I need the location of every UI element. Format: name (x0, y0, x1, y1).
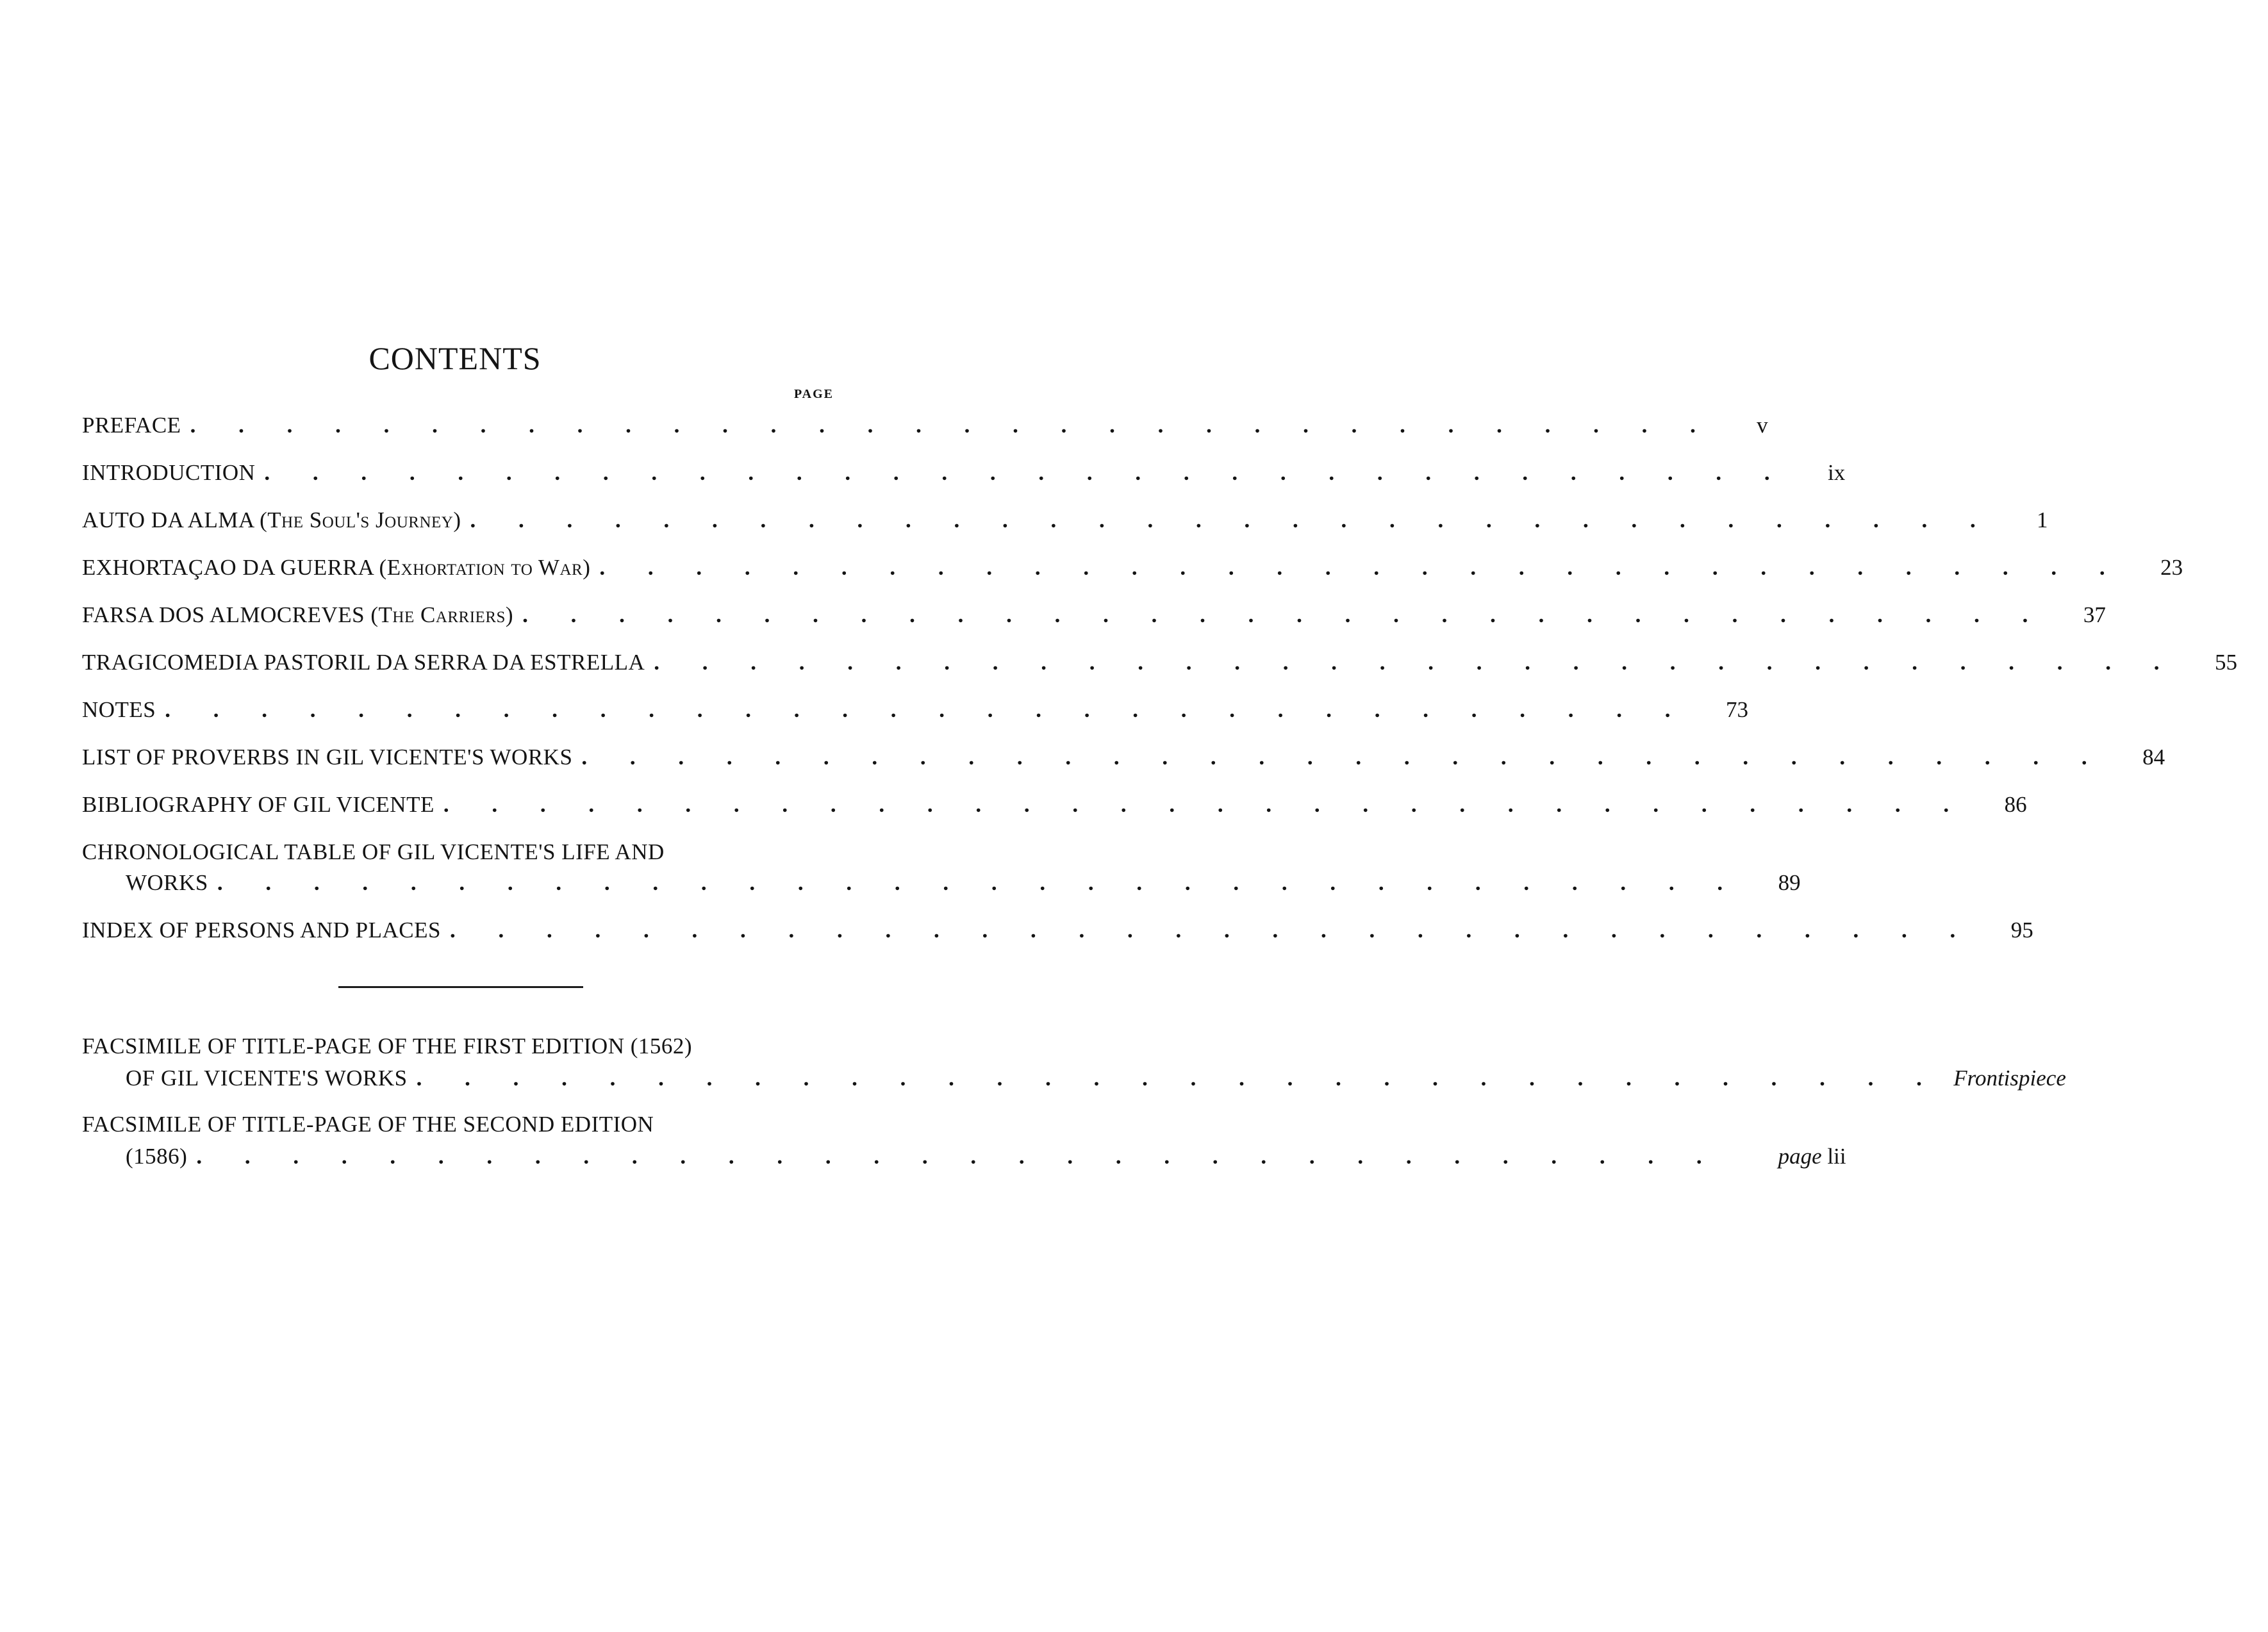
entry-page-reference: Frontispiece (1953, 1066, 2066, 1091)
entry-subtitle: Exhortation to War (386, 555, 583, 580)
table-of-contents (82, 410, 2238, 962)
toc-entry-exhortacao[interactable] (82, 552, 2183, 583)
entry-title: CHRONOLOGICAL TABLE OF GIL VICENTE'S LIFE AND (82, 839, 665, 864)
page-column-label: PAGE (793, 387, 834, 401)
entry-title: INTRODUCTION (82, 460, 256, 485)
dot-leader: . . . . . . . . . . . . . . . . . . . . . . . . . . . . . . . . (449, 918, 1974, 943)
entry-title: AUTO DA ALMA (The Soul's Journey) (82, 507, 461, 532)
toc-entry-auto-da-alma[interactable] (82, 505, 2048, 536)
entry-title: FACSIMILE OF TITLE-PAGE OF THE SECOND EDITION (82, 1112, 654, 1137)
toc-entry-proverbs[interactable] (82, 742, 2165, 773)
entry-page-number: 23 (2160, 555, 2183, 580)
page-title: CONTENTS (368, 340, 542, 376)
toc-entry-chronological-table[interactable] (82, 837, 1801, 898)
entry-page-number: 89 (1778, 870, 1801, 895)
entry-subtitle: The Carriers (378, 602, 506, 627)
illustration-entry-first-edition[interactable] (82, 1030, 2066, 1094)
dot-leader: . . . . . . . . . . . . . . . . . . . . . . . . . . . . . . . . (443, 792, 1968, 817)
entry-page-reference: page lii (1778, 1144, 1846, 1169)
entry-page-number: ix (1828, 460, 1846, 485)
entry-title: INDEX OF PERSONS AND PLACES (82, 918, 441, 943)
dot-leader: . . . . . . . . . . . . . . . . . . . . . . . . . . . . . . . . (522, 602, 2047, 627)
toc-entry-bibliography[interactable] (82, 789, 2027, 820)
entry-title-continued: OF GIL VICENTE'S WORKS (126, 1066, 408, 1091)
entry-title: FARSA DOS ALMOCREVES (The Carriers) (82, 602, 514, 627)
entry-page-number: 37 (2083, 602, 2106, 627)
entry-title: BIBLIOGRAPHY OF GIL VICENTE (82, 792, 435, 817)
entry-title: FACSIMILE OF TITLE-PAGE OF THE FIRST EDITION (1562) (82, 1034, 693, 1059)
dot-leader: . . . . . . . . . . . . . . . . . . . . . . . . . . . . . . . . (190, 413, 1714, 438)
dot-leader: . . . . . . . . . . . . . . . . . . . . . . . . . . . . . . . . (581, 745, 2106, 770)
dot-leader: . . . . . . . . . . . . . . . . . . . . . . . . . . . . . . . . (165, 697, 1689, 722)
entry-title: TRAGICOMEDIA PASTORIL DA SERRA DA ESTRELLA (82, 650, 645, 675)
entry-page-number: 73 (1726, 697, 1749, 722)
entry-title: PREFACE (82, 413, 181, 438)
entry-page-number: 95 (2010, 918, 2033, 943)
dot-leader: . . . . . . . . . . . . . . . . . . . . . . . . . . . . . . . . (654, 650, 2178, 675)
entry-title-continued: WORKS (126, 870, 208, 895)
entry-title: EXHORTAÇAO DA GUERRA (Exhortation to War) (82, 555, 591, 580)
entry-page-number: 86 (2004, 792, 2027, 817)
toc-entry-notes[interactable] (82, 695, 1749, 725)
entry-page-number: v (1757, 413, 1768, 438)
entry-title-continued: (1586) (126, 1144, 188, 1169)
toc-entry-farsa[interactable] (82, 600, 2106, 631)
dot-leader: . . . . . . . . . . . . . . . . . . . . . . . . . . . . . . . . (196, 1144, 1721, 1169)
dot-leader: . . . . . . . . . . . . . . . . . . . . . . . . . . . . . . . . (217, 870, 1742, 895)
entry-title: LIST OF PROVERBS IN GIL VICENTE'S WORKS (82, 745, 573, 770)
entry-page-number: 84 (2142, 745, 2165, 770)
dot-leader: . . . . . . . . . . . . . . . . . . . . . . . . . . . . . . . . (264, 460, 1789, 485)
illustrations-list (82, 1030, 2066, 1187)
toc-entry-index[interactable] (82, 915, 2033, 946)
illustration-entry-second-edition[interactable] (82, 1109, 1846, 1173)
toc-entry-tragicomedia[interactable] (82, 647, 2238, 678)
entry-page-number: 1 (2037, 507, 2048, 532)
entry-title: NOTES (82, 697, 156, 722)
dot-leader: . . . . . . . . . . . . . . . . . . . . . . . . . . . . . . . . (599, 555, 2124, 580)
toc-entry-introduction[interactable] (82, 457, 1846, 488)
dot-leader: . . . . . . . . . . . . . . . . . . . . . . . . . . . . . . . . (416, 1066, 1941, 1091)
dot-leader: . . . . . . . . . . . . . . . . . . . . . . . . . . . . . . . . (470, 507, 1994, 532)
entry-page-number: 55 (2215, 650, 2238, 675)
section-divider (338, 986, 583, 988)
toc-entry-preface[interactable] (82, 410, 1768, 441)
entry-subtitle: The Soul's Journey (267, 507, 454, 532)
